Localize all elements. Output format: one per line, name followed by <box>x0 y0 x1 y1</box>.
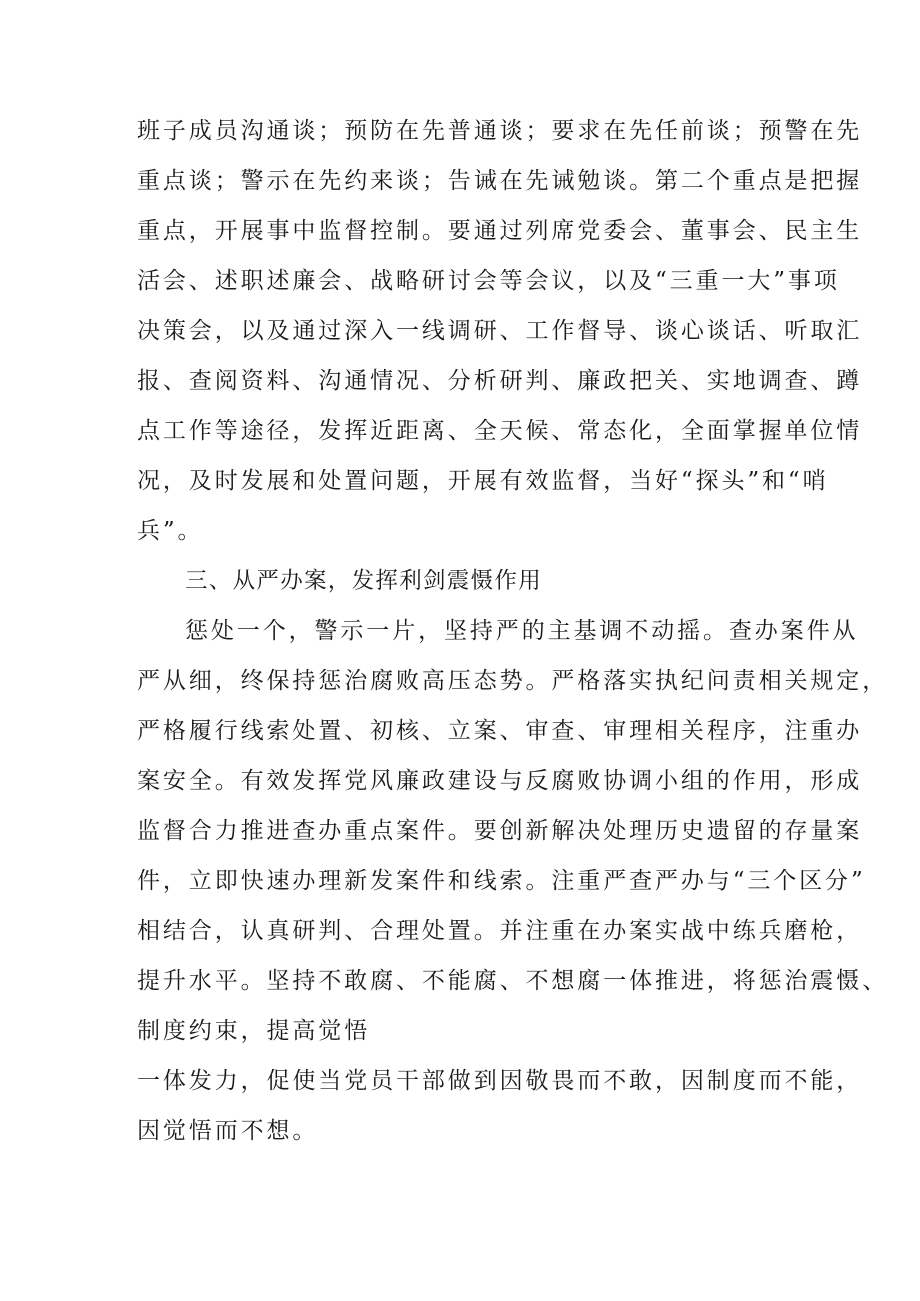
paragraph-1-line: 兵”。 <box>137 518 204 544</box>
paragraph-1-line: 报、查阅资料、沟通情况、分析研判、廉政把关、实地调查、蹲 <box>137 368 863 394</box>
paragraph-2-line: 提升水平。坚持不敢腐、不能腐、不想腐一体推进，将惩治震慑、 <box>137 968 889 994</box>
paragraph-2-line: 制度约束，提高觉悟 <box>137 1018 371 1044</box>
paragraph-1-line: 重点谈；警示在先约来谈；告诫在先诫勉谈。第二个重点是把握 <box>137 168 863 194</box>
paragraph-2-line: 监督合力推进查办重点案件。要创新解决处理历史遗留的存量案 <box>137 818 863 844</box>
paragraph-2-line: 相结合，认真研判、合理处置。并注重在办案实战中练兵磨枪， <box>137 918 863 944</box>
paragraph-2-line: 因觉悟而不想。 <box>137 1118 319 1144</box>
paragraph-1-line: 重点，开展事中监督控制。要通过列席党委会、董事会、民主生 <box>137 218 863 244</box>
paragraph-2-line: 严从细，终保持惩治腐败高压态势。严格落实执纪问责相关规定， <box>137 668 889 694</box>
section-heading: 三、从严办案，发挥利剑震慑作用 <box>185 568 543 594</box>
paragraph-1-line: 活会、述职述廉会、战略研讨会等会议，以及“三重一大”事项 <box>137 268 840 294</box>
paragraph-1-line: 决策会，以及通过深入一线调研、工作督导、谈心谈话、听取汇 <box>137 318 863 344</box>
paragraph-1-line: 况，及时发展和处置问题，开展有效监督，当好“探头”和“哨 <box>137 468 829 494</box>
paragraph-2-line: 严格履行线索处置、初核、立案、审查、审理相关程序，注重办 <box>137 718 863 744</box>
paragraph-2-line: 一体发力，促使当党员干部做到因敬畏而不敢，因制度而不能， <box>137 1068 863 1094</box>
paragraph-1-line: 点工作等途径，发挥近距离、全天候、常态化，全面掌握单位情 <box>137 418 863 444</box>
paragraph-1-line: 班子成员沟通谈；预防在先普通谈；要求在先任前谈；预警在先 <box>137 118 863 144</box>
paragraph-2-line: 案安全。有效发挥党风廉政建设与反腐败协调小组的作用，形成 <box>137 768 863 794</box>
paragraph-2-line: 件，立即快速办理新发案件和线索。注重严查严办与“三个区分” <box>137 868 866 894</box>
paragraph-2-line: 惩处一个，警示一片，坚持严的主基调不动摇。查办案件从 <box>185 618 859 644</box>
